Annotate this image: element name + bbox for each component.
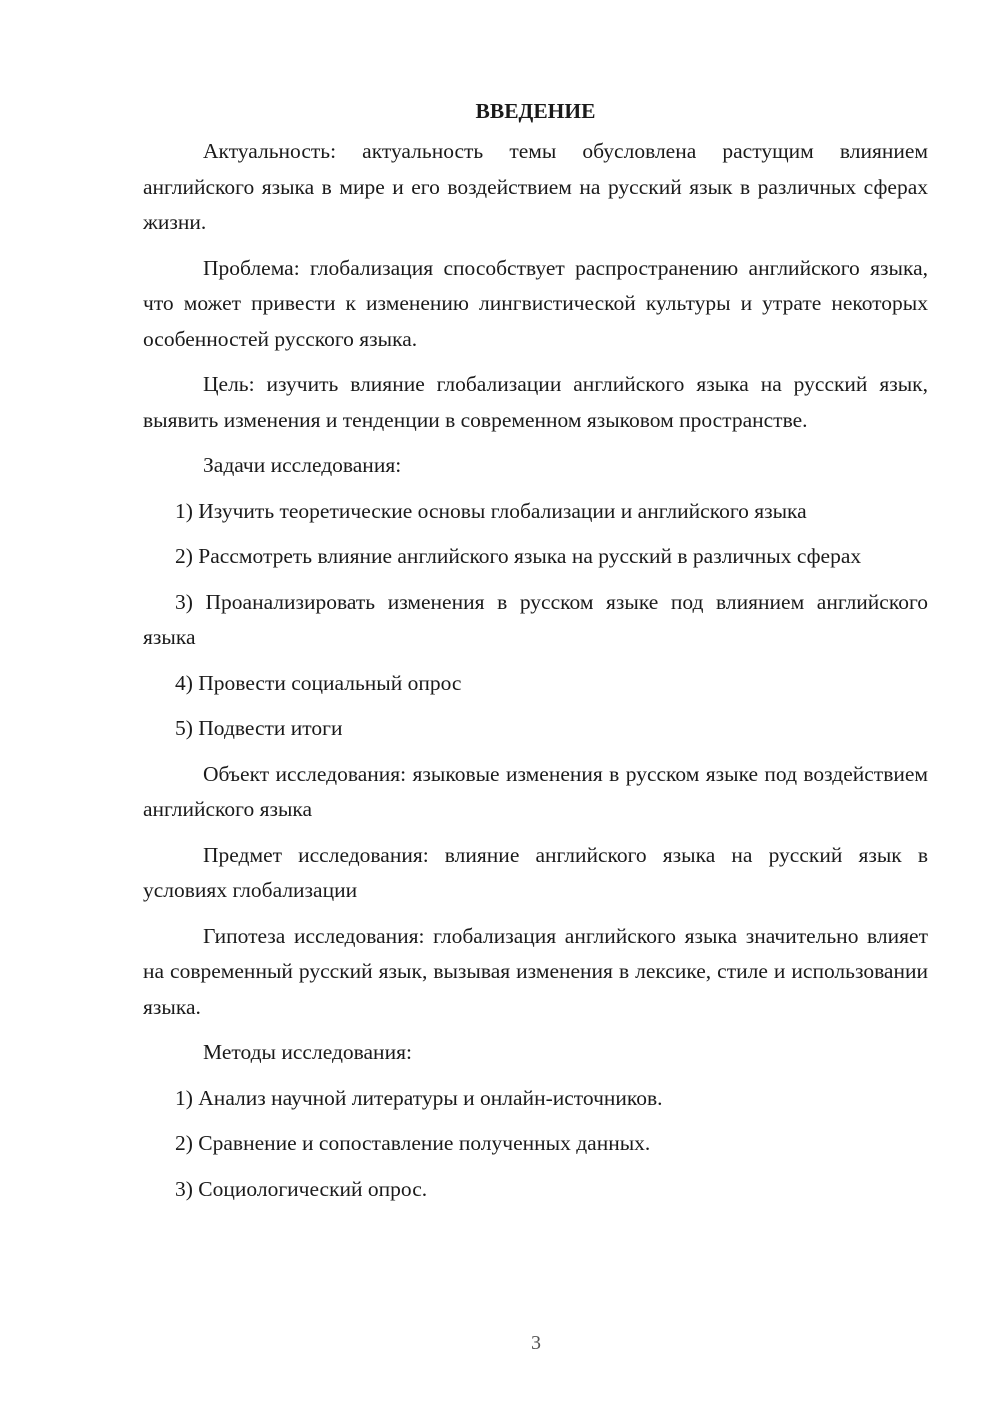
method-item: 3) Социологический опрос.	[175, 1176, 428, 1201]
task-item: 5) Подвести итоги	[175, 716, 343, 740]
document-body	[143, 96, 928, 1217]
task-item: 1) Изучить теоретические основы глобализации и английского языка	[175, 498, 807, 523]
goal-paragraph: Цель: изучить влияние глобализации английского языка на русский язык, выявить изменения и тенденции в современном языковом пространстве.	[143, 372, 928, 432]
relevance-paragraph: Актуальность: актуальность темы обусловлена растущим влиянием английского языка в мире и его воздействием на русский язык в различных сферах жизни.	[143, 139, 928, 234]
methods-title: Методы исследования:	[203, 1040, 412, 1064]
task-item: 2) Рассмотреть влияние английского языка на русский в различных сферах	[175, 544, 862, 568]
object-paragraph: Объект исследования: языковые изменения в русском языке под воздействием английского языка	[143, 761, 928, 821]
section-heading: ВВЕДЕНИЕ	[475, 99, 596, 123]
page-number: 3	[531, 1332, 541, 1354]
task-item: 4) Провести социальный опрос	[175, 670, 462, 695]
method-item: 1) Анализ научной литературы и онлайн-источников.	[175, 1085, 663, 1110]
hypothesis-paragraph: Гипотеза исследования: глобализация английского языка значительно влияет на современный русский язык, вызывая изменения в лексике, стиле и использовании языка.	[143, 923, 928, 1019]
subject-paragraph: Предмет исследования: влияние английского языка на русский язык в условиях глобализации	[143, 842, 928, 902]
method-item: 2) Сравнение и сопоставление полученных данных.	[175, 1131, 651, 1155]
task-item: 3) Проанализировать изменения в русском языке под влиянием английского языка	[143, 589, 928, 649]
problem-paragraph: Проблема: глобализация способствует распространению английского языка, что может привести к изменению лингвистической культуры и утрате некоторых особенностей русского языка.	[143, 255, 928, 351]
tasks-title: Задачи исследования:	[203, 453, 402, 477]
